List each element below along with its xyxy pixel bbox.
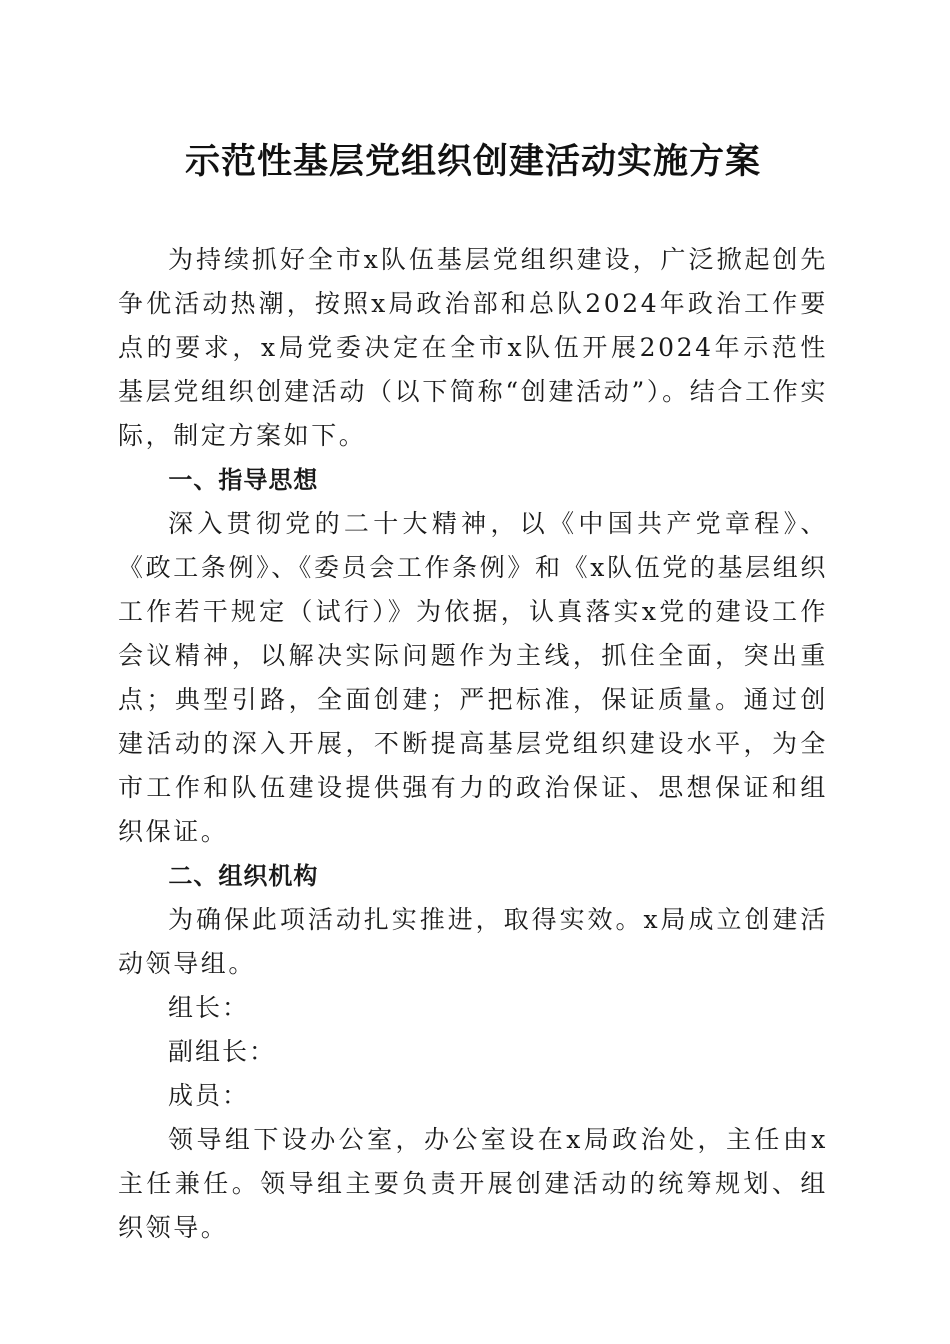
deputy-leader-line: 副组长： — [168, 1037, 277, 1066]
leader-line: 组长： — [168, 993, 250, 1022]
document-title: 示范性基层党组织创建活动实施方案 — [184, 141, 761, 182]
section-heading-guiding-ideology: 一、指导思想 — [168, 466, 319, 494]
office-paragraph: 领导组下设办公室，办公室设在x局政治处，主任由x主任兼任。领导组主要负责开展创建活动的统筹规划、组织领导。 — [118, 1125, 828, 1242]
members-line: 成员： — [168, 1081, 250, 1110]
intro-paragraph: 为持续抓好全市x队伍基层党组织建设，广泛掀起创先争优活动热潮，按照x局政治部和总队2024年政治工作要点的要求，x局党委决定在全市x队伍开展2024年示范性基层党组织创建活动（以下简称“创建活动”）。结合工作实际，制定方案如下。 — [118, 245, 828, 450]
document-page — [118, 140, 828, 1250]
section-heading-organization: 二、组织机构 — [168, 862, 319, 890]
organization-paragraph: 为确保此项活动扎实推进，取得实效。x局成立创建活动领导组。 — [118, 905, 828, 978]
guiding-ideology-paragraph: 深入贯彻党的二十大精神，以《中国共产党章程》、《政工条例》、《委员会工作条例》和《x队伍党的基层组织工作若干规定（试行）》为依据，认真落实x党的建设工作会议精神，以解决实际问题作为主线，抓住全面，突出重点；典型引路，全面创建；严把标准，保证质量。通过创建活动的深入开展，不断提高基层党组织建设水平，为全市工作和队伍建设提供强有力的政治保证、思想保证和组织保证。 — [118, 509, 828, 846]
